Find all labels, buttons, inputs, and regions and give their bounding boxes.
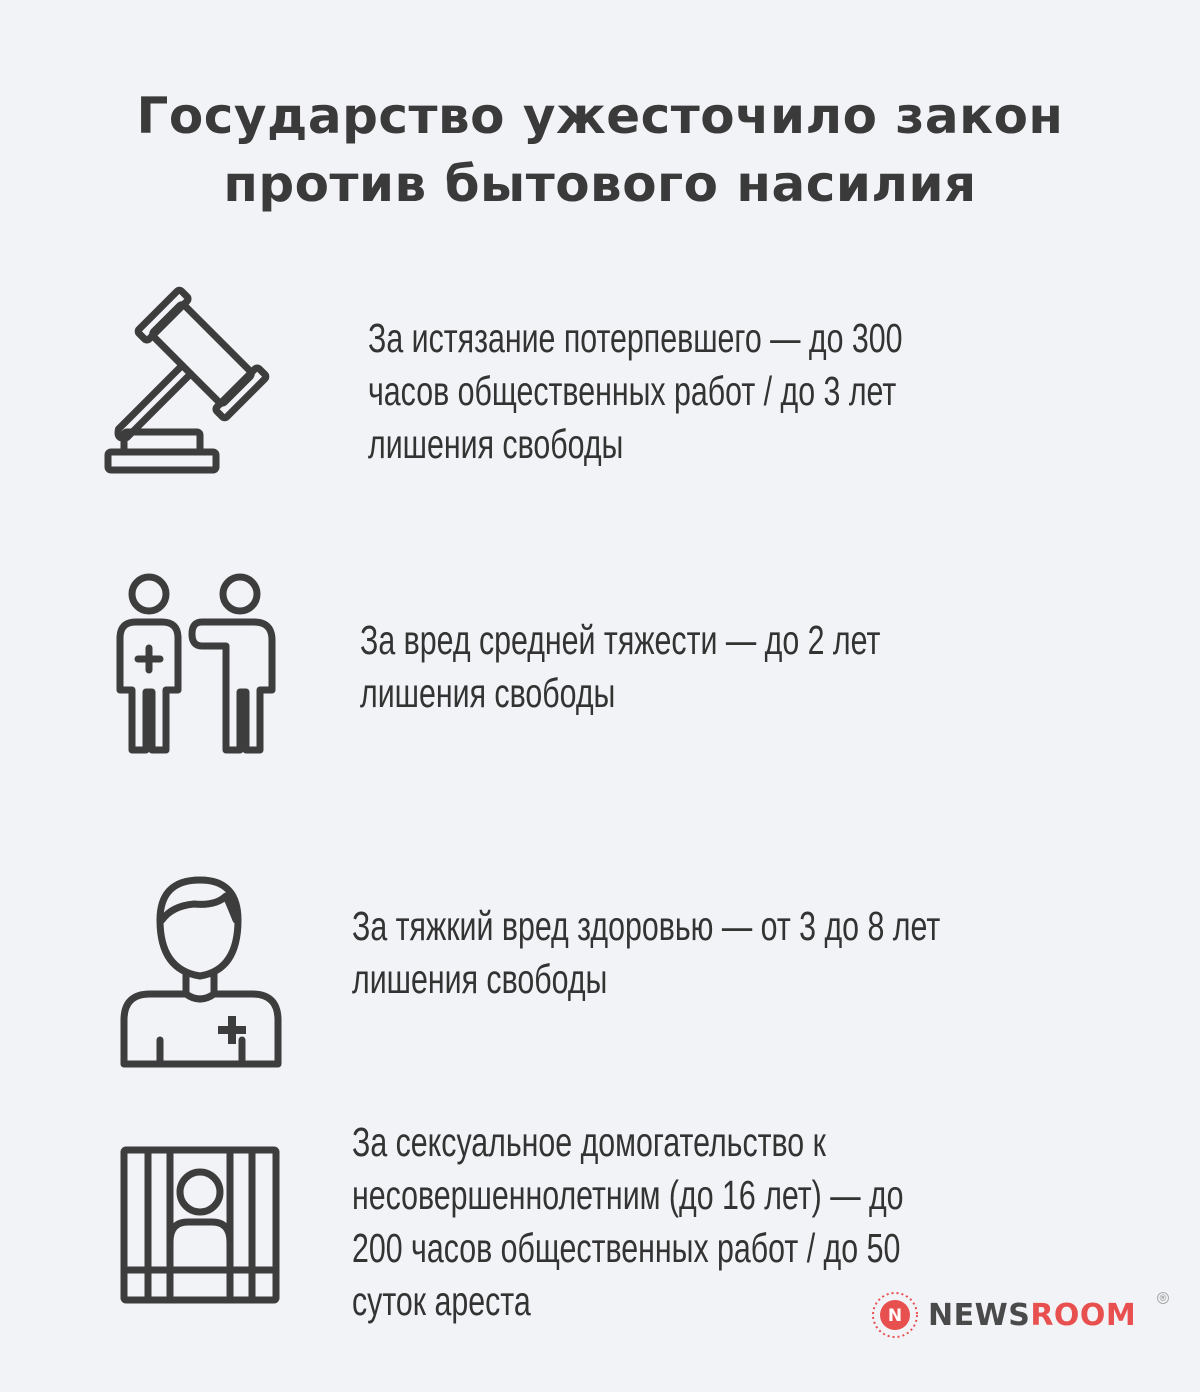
item-4-line-1: За сексуальное домогательство к [352,1119,826,1165]
item-1-line-3: лишения свободы [368,421,624,467]
two-people-icon [102,570,294,760]
item-3-line-2: лишения свободы [352,956,608,1002]
logo-word-room: ROOM [1030,1298,1137,1333]
item-2-text [360,614,880,720]
newsroom-logo-mark-icon [870,1290,920,1340]
item-1-line-2: часов общественных работ / до 3 лет [368,368,897,414]
newsroom-logo-wordmark [928,1298,1136,1333]
item-4-text [352,1116,904,1328]
registered-mark-icon: ® [1157,1292,1169,1304]
page-title [0,82,1200,218]
item-3-text [352,900,940,1006]
item-2-line-2: лишения свободы [360,670,616,716]
item-4-line-4: суток ареста [352,1278,531,1324]
item-2-line-1: За вред средней тяжести — до 2 лет [360,617,881,663]
item-1-line-1: За истязание потерпевшего — до 300 [368,315,903,361]
item-4-line-2: несовершеннолетним (до 16 лет) — до [352,1172,904,1218]
title-line-1: Государство ужесточило закон [136,87,1064,145]
item-4-line-3: 200 часов общественных работ / до 50 [352,1225,901,1271]
logo-mark-letter: N [887,1306,903,1326]
injured-person-icon [120,870,282,1070]
logo-word-news: NEWS [928,1298,1031,1333]
newsroom-logo [870,1290,1170,1346]
item-1-text [368,312,903,471]
prisoner-behind-bars-icon [120,1146,282,1306]
title-line-2: против бытового насилия [223,155,977,213]
item-3-line-1: За тяжкий вред здоровью — от 3 до 8 лет [352,903,941,949]
gavel-icon [104,286,304,476]
